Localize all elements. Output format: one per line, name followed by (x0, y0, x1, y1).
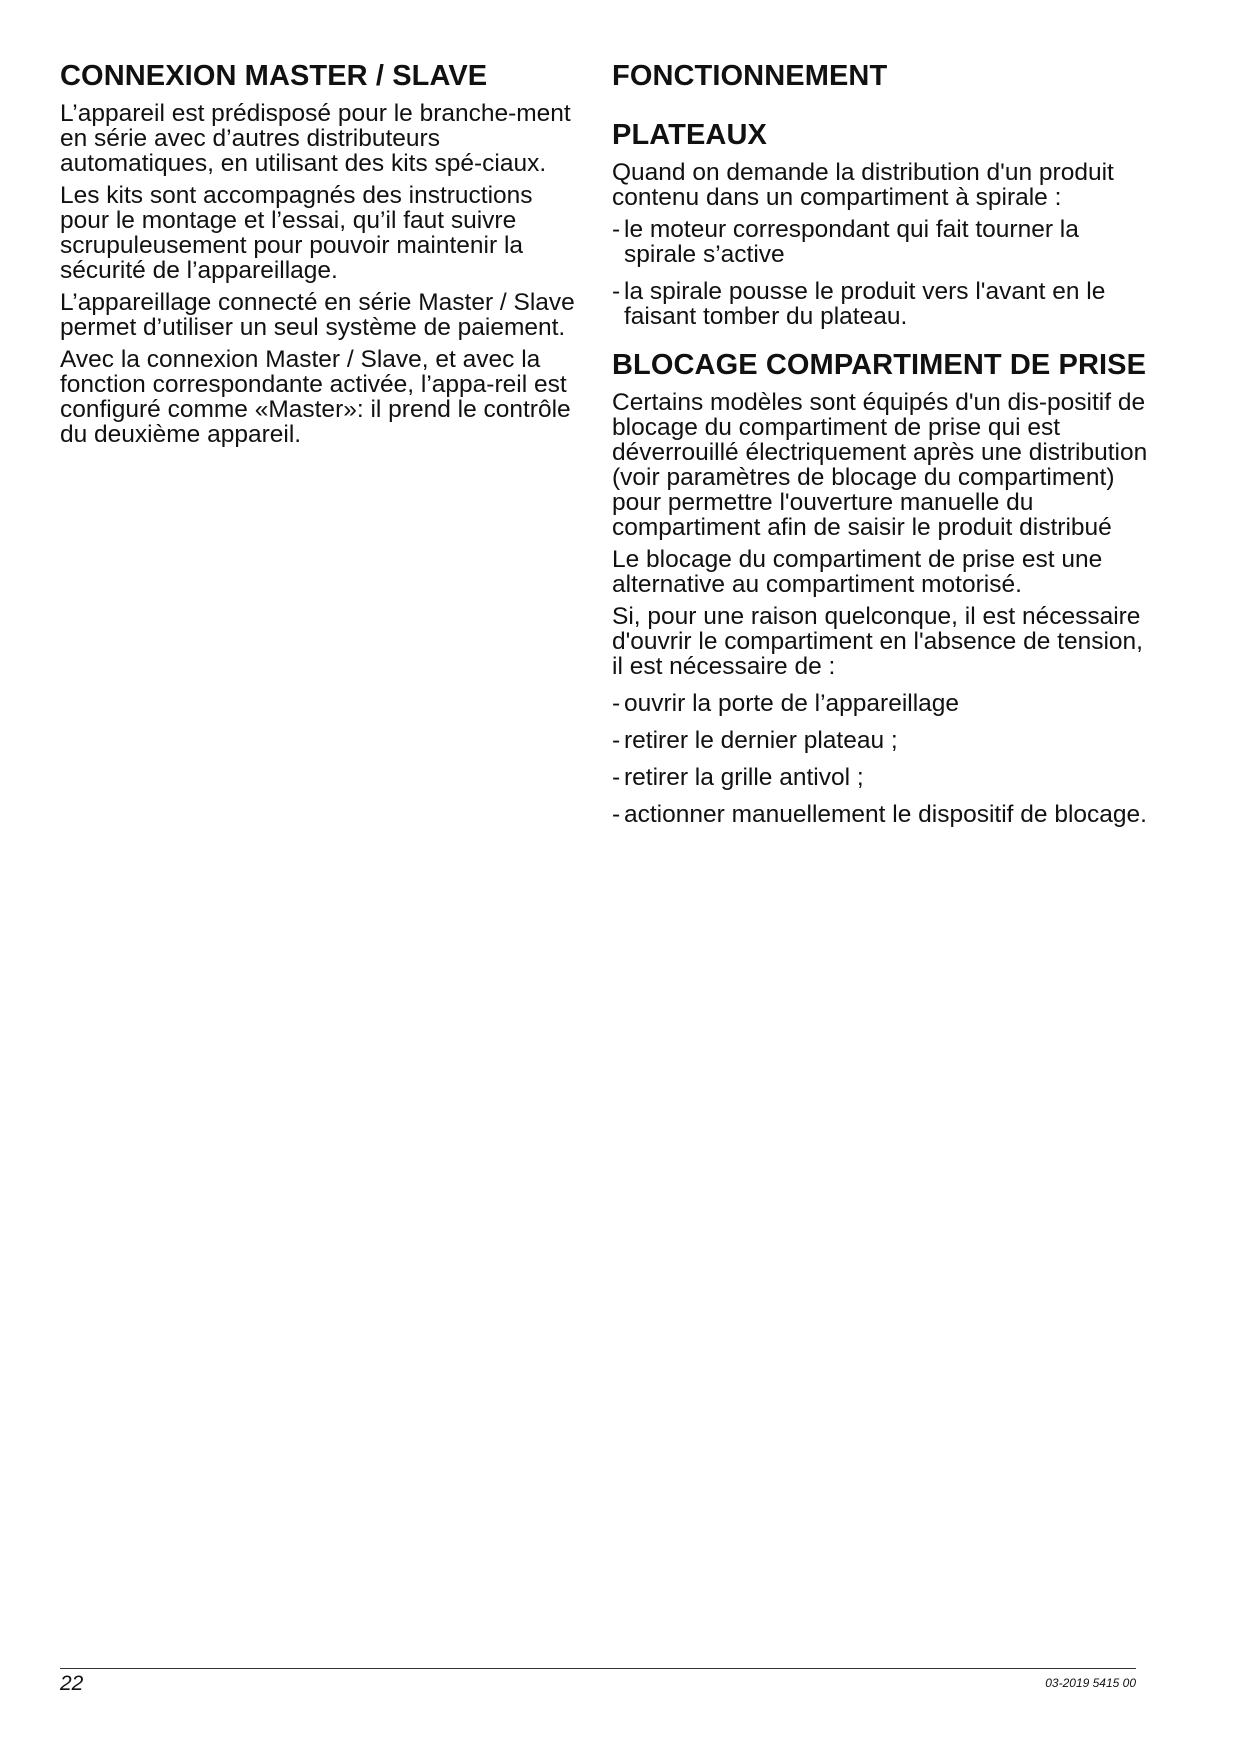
section-heading-fonctionnement: FONCTIONNEMENT (612, 60, 888, 92)
subheading-blocage: BLOCAGE COMPARTIMENT DE PRISE (612, 349, 1147, 381)
left-column (60, 62, 584, 454)
paragraph: Avec la connexion Master / Slave, et avec la fonction correspondante activée, l’appa-reil est configuré comme «Master»: il prend le contrôle du deuxième appareil. (60, 346, 571, 448)
right-column (612, 62, 1152, 839)
list-item: - actionner manuellement le dispositif de blocage. (612, 802, 1152, 827)
subheading-plateaux: PLATEAUX (612, 119, 767, 151)
footer-divider (60, 1668, 1136, 1669)
page-number: 22 (60, 1672, 84, 1695)
list-item: - ouvrir la porte de l’appareillage (612, 691, 1152, 716)
list-item: - le moteur correspondant qui fait tourner la spirale s’active (612, 217, 1152, 267)
blocage-steps-list (612, 691, 1152, 827)
paragraph: L’appareillage connecté en série Master / Slave permet d’utiliser un seul système de paiement. (60, 289, 575, 341)
plateaux-list (612, 217, 1152, 329)
paragraph: Certains modèles sont équipés d'un dis-positif de blocage du compartiment de prise qui est déverrouillé électriquement après une distribution (voir paramètres de blocage du compartiment) pour permettre l'ouverture manuelle du compartiment afin de saisir le produit distribué (612, 389, 1148, 541)
paragraph: Le blocage du compartiment de prise est une alternative au compartiment motorisé. (612, 546, 1103, 598)
paragraph: Quand on demande la distribution d'un produit contenu dans un compartiment à spirale : (612, 159, 1114, 211)
paragraph: Si, pour une raison quelconque, il est nécessaire d'ouvrir le compartiment en l'absence de tension, il est nécessaire de : (612, 603, 1143, 680)
list-item: - retirer le dernier plateau ; (612, 728, 1152, 753)
paragraph: L’appareil est prédisposé pour le branche-ment en série avec d’autres distributeurs automatiques, en utilisant des kits spé-ciaux. (60, 100, 571, 177)
list-item: - la spirale pousse le produit vers l'avant en le faisant tomber du plateau. (612, 279, 1152, 329)
list-item: - retirer la grille antivol ; (612, 765, 1152, 790)
section-heading-master-slave: CONNEXION MASTER / SLAVE (60, 60, 488, 92)
document-reference: 03-2019 5415 00 (1045, 1676, 1136, 1690)
paragraph: Les kits sont accompagnés des instructions pour le montage et l’essai, qu’il faut suivre scrupuleusement pour pouvoir maintenir la sécurité de l’appareillage. (60, 182, 533, 284)
